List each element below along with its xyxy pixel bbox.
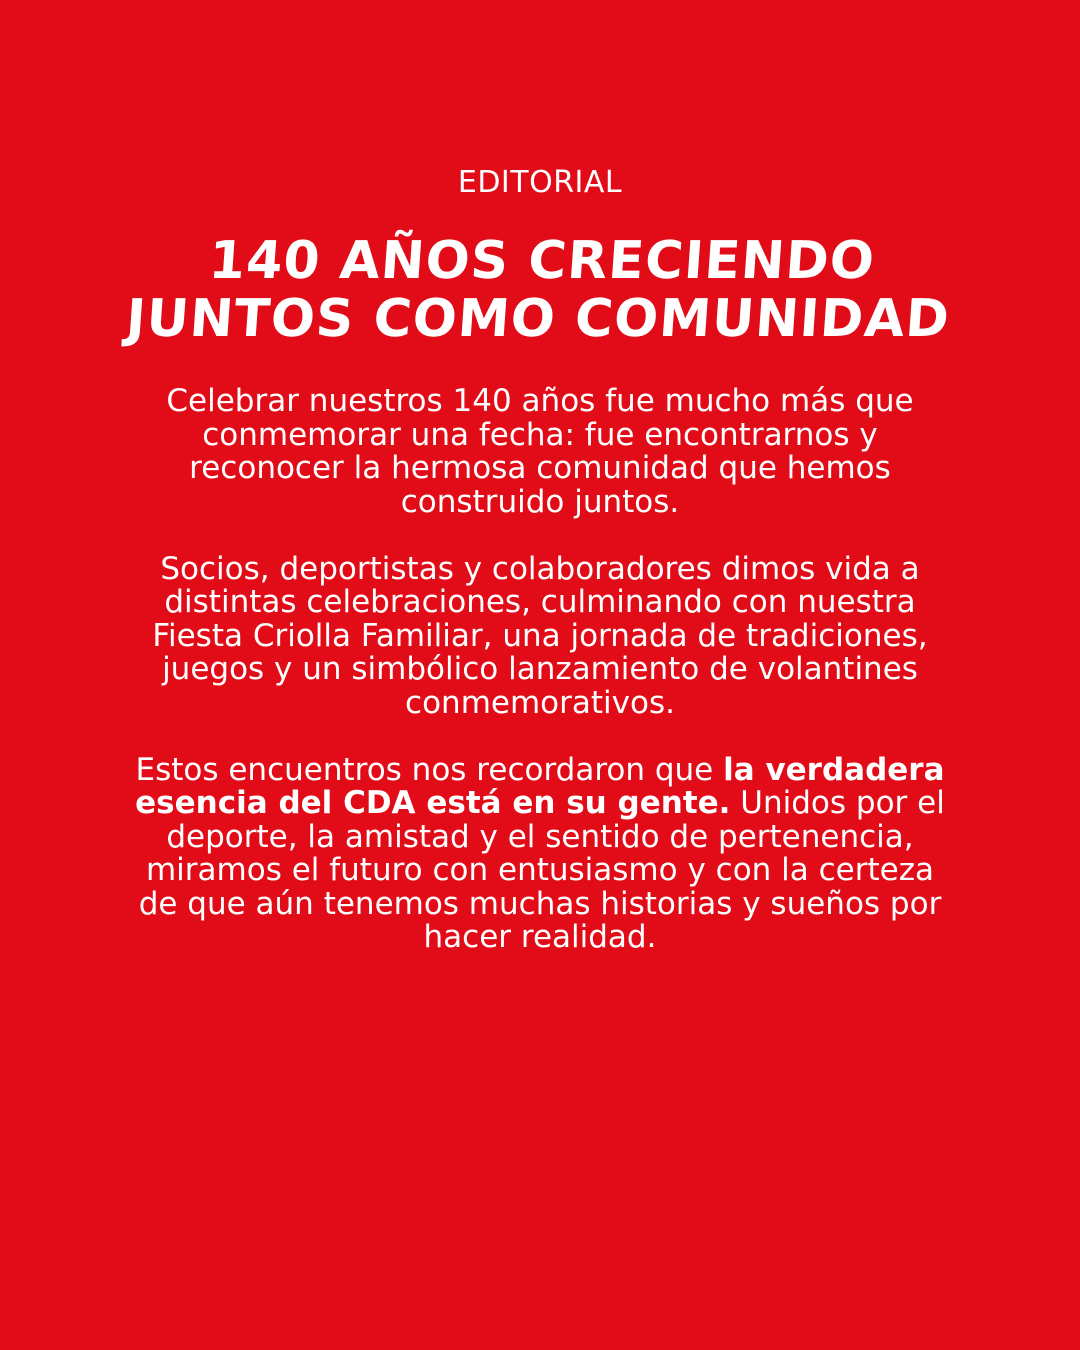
section-kicker: EDITORIAL (457, 165, 623, 200)
headline (86, 232, 994, 348)
paragraph-3-highlight: la verdadera esencia del CDA está en su gente. (135, 751, 945, 821)
paragraph-1: Celebrar nuestros 140 años fue mucho más que conmemorar una fecha: fue encontrarnos y reconocer la hermosa comunidad que hemos construido juntos. (166, 383, 914, 520)
paragraph-3-rest: Unidos por el deporte, la amistad y el sentido de pertenencia, miramos el futuro con entusiasmo y con la certeza de que aún tenemos muchas historias y sueños por hacer realidad. (138, 785, 945, 955)
paragraph-3 (130, 751, 950, 955)
paragraph-2: Socios, deportistas y colaboradores dimos vida a distintas celebraciones, culminando con nuestra Fiesta Criolla Familiar, una jornada de tradiciones, juegos y un simbólico lanzamiento de volantines conmemorativos. (152, 550, 928, 721)
headline-line-1: 140 AÑOS CRECIENDO (207, 231, 878, 291)
editorial-body (130, 385, 950, 955)
paragraph-3-intro: Estos encuentros nos recordaron que (135, 751, 724, 788)
headline-line-2: JUNTOS COMO COMUNIDAD (124, 289, 952, 349)
